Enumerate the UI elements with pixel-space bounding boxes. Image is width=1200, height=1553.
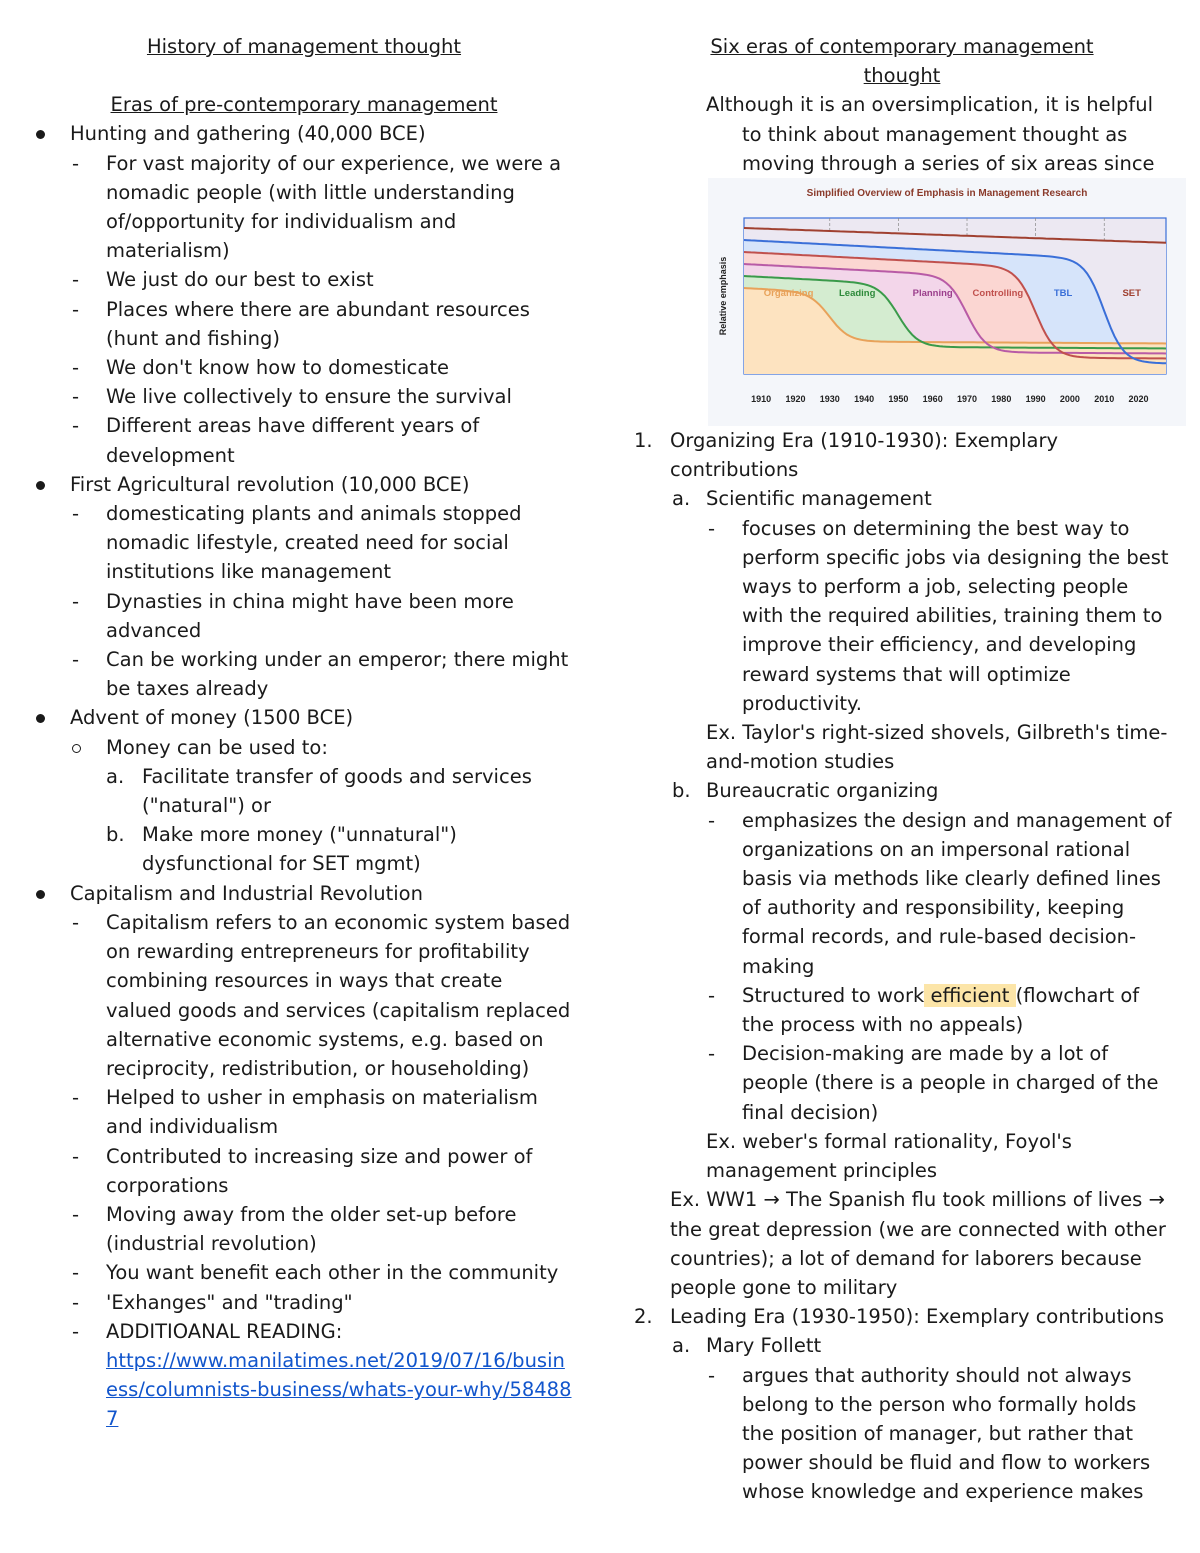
list-item: - Decision-making are made by a lot of people (there is a people in charged of the final decision) [708, 1042, 1159, 1124]
x-tick-label: 1940 [854, 394, 875, 405]
lettered-item: b. Make more money ("unnatural") dysfunctional for SET mgmt) [106, 823, 457, 876]
right-column [632, 32, 1172, 1507]
x-tick-label: 1950 [888, 394, 909, 405]
example-text: Ex. Taylor's right-sized shovels, Gilbreth's time-and-motion studies [706, 721, 1168, 774]
x-tick-label: 2010 [1094, 394, 1115, 405]
list-item: - ADDITIOANAL READING: https://www.manilatimes.net/2019/07/16/business/columnists-business/whats-your-why/584887 [72, 1319, 572, 1431]
list-item: - domesticating plants and animals stopped nomadic lifestyle, created need for social institutions like management [72, 502, 522, 584]
emphasis-chart-svg [708, 178, 1186, 426]
right-title: Six eras of contemporary management thought [710, 35, 1094, 88]
bullet-icon [36, 714, 45, 723]
x-tick-label: 1930 [819, 394, 840, 405]
list-item: - Dynasties in china might have been more advanced [72, 589, 514, 642]
bullet-icon [36, 481, 45, 490]
bullet-money: Advent of money (1500 BCE) [34, 703, 574, 732]
section-subtitle: Eras of pre-contemporary management [110, 93, 498, 117]
era-label-set: SET [1122, 288, 1141, 300]
list-item: - Capitalism refers to an economic system based on rewarding entrepreneurs for profitability combining resources in ways that create valued goods and services (capitalism replaced alternative economic systems, e.g. based on reciprocity, redistribution, or householding) [72, 910, 571, 1080]
x-tick-label: 1960 [922, 394, 943, 405]
x-tick-label: 1980 [991, 394, 1012, 405]
list-item: - Contributed to increasing size and power of corporations [72, 1144, 533, 1197]
list-item: - argues that authority should not always belong to the person who formally holds the position of manager, but rather that power should be fluid and flow to workers whose knowledge and experience makes [708, 1363, 1151, 1504]
x-tick-label: 1990 [1025, 394, 1046, 405]
bullet-agricultural: First Agricultural revolution (10,000 BCE) [34, 470, 574, 499]
x-tick-label: 2020 [1128, 394, 1149, 405]
lettered-item: a. Facilitate transfer of goods and services ("natural") or [106, 764, 532, 818]
list-item: - Can be working under an emperor; there might be taxes already [72, 648, 569, 701]
y-axis-label: Relative emphasis [718, 256, 728, 336]
bullet-icon [36, 890, 45, 899]
additional-reading-link[interactable]: https://www.manilatimes.net/2019/07/16/business/columnists-business/whats-your-why/584887 [106, 1348, 572, 1431]
era-1-sub-b: b. Bureaucratic organizing [672, 779, 939, 803]
era-1-heading: 1. Organizing Era (1910-1930): Exemplary contributions [634, 429, 1059, 482]
era-1-sub-a: a. Scientific management [672, 487, 932, 511]
list-item: - For vast majority of our experience, we were a nomadic people (with little understanding of/opportunity for individualism and materialism) [72, 151, 562, 263]
list-item: - Structured to work efficient (flowchart of the process with no appeals) [708, 983, 1140, 1037]
x-tick-label: 2000 [1059, 394, 1080, 405]
era-2-sub-a: a. Mary Follett [672, 1334, 822, 1358]
list-item: - We live collectively to ensure the survival [72, 385, 512, 409]
highlighted-word: efficient [924, 983, 1016, 1007]
list-item: - Places where there are abundant resources (hunt and fishing) [72, 297, 530, 350]
list-item: - Different areas have different years of development [72, 414, 480, 467]
list-item: - We don't know how to domesticate [72, 356, 449, 380]
era-label-tbl: TBL [1053, 288, 1073, 300]
era-2-heading: 2. Leading Era (1930-1950): Exemplary contributions [634, 1305, 1165, 1329]
era-label-leading: Leading [839, 288, 876, 300]
bullet-icon [36, 130, 45, 139]
circle-bullet-icon [72, 744, 81, 753]
emphasis-chart [708, 178, 1186, 426]
chart-title: Simplified Overview of Emphasis in Management Research [806, 188, 1088, 200]
footer-example: Ex. WW1 → The Spanish flu took millions of lives → the great depression (we are connected with other countries); a lot of demand for laborers because people gone to military [670, 1188, 1166, 1299]
x-tick-label: 1910 [751, 394, 772, 405]
list-item: - Moving away from the older set-up before (industrial revolution) [72, 1202, 517, 1256]
list-item: - focuses on determining the best way to perform specific jobs via designing the best ways to perform a job, selecting people with the required abilities, training them to improve their efficiency, and developing reward systems that will optimize productivity. [708, 516, 1169, 715]
list-item: - emphasizes the design and management of organizations on an impersonal rational basis via methods like clearly defined lines of authority and responsibility, keeping formal records, and rule-based decision-making [708, 808, 1172, 978]
list-item: Money can be used to: [34, 733, 574, 762]
era-label-controlling: Controlling [972, 288, 1024, 300]
list-item: - Helped to usher in emphasis on materialism and individualism [72, 1086, 538, 1139]
list-item: - You want benefit each other in the community [72, 1261, 559, 1285]
era-label-organizing: Organizing [763, 288, 814, 300]
list-item: - 'Exhanges" and "trading" [72, 1290, 353, 1314]
left-column [34, 32, 574, 1434]
x-tick-label: 1920 [785, 394, 806, 405]
page-title: History of management thought [146, 35, 462, 58]
example-text: Ex. weber's formal rationality, Foyol's management principles [706, 1129, 1072, 1183]
bullet-capitalism: Capitalism and Industrial Revolution [34, 879, 574, 908]
era-label-planning: Planning [912, 288, 953, 300]
list-item: - We just do our best to exist [72, 268, 374, 292]
bullet-hunting: Hunting and gathering (40,000 BCE) [34, 119, 574, 148]
x-tick-label: 1970 [956, 394, 978, 405]
intro-paragraph: Although it is an oversimplication, it is helpful to think about management thought as moving through a series of six areas since [706, 93, 1155, 175]
